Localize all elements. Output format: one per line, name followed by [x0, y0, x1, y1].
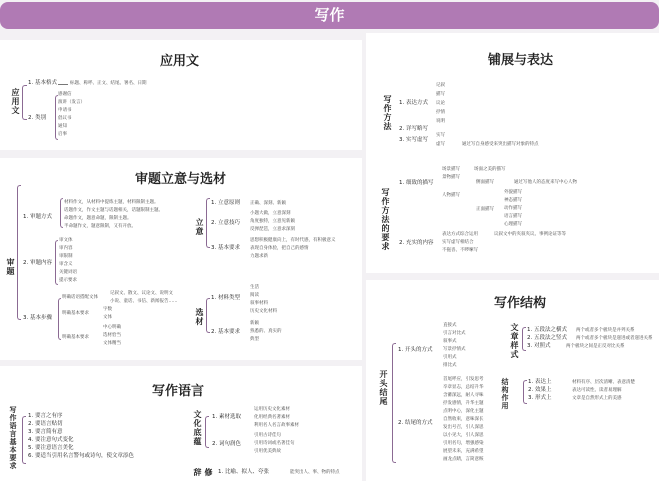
list-item: 2. 要语言贴切 — [28, 421, 63, 427]
leaf: 正确、深刻、新颖 — [250, 201, 286, 206]
leaf: 演讲（发言） — [58, 100, 85, 105]
branch: 2. 类别 — [28, 115, 46, 121]
root-label: 选材 — [195, 308, 204, 326]
branch: 1. 基本格式 — [28, 80, 57, 86]
leaf: 排比式 — [443, 363, 457, 368]
leaf: 写景抒情式 — [443, 347, 466, 352]
bracket — [60, 198, 63, 228]
leaf: 表现自身体验，把自己的感情 — [250, 246, 309, 251]
root-label: 文化底蕴 — [193, 410, 202, 446]
root-label: 应用文 — [11, 88, 20, 115]
branch: 1. 表达上 — [528, 379, 552, 385]
root-label: 写作方法 — [383, 95, 392, 131]
section-title: 应用文 — [160, 50, 199, 69]
bracket — [392, 343, 396, 463]
leaf: 明确基本要求 — [62, 311, 89, 316]
bracket — [55, 240, 58, 285]
leaf: 小说、童话、书信、新闻报告…… — [110, 299, 178, 304]
leaf: 通知 — [58, 124, 67, 129]
leaf: 倡议书 — [58, 116, 72, 121]
leaf: 正面描写 — [476, 207, 494, 212]
branch: 3. 基本步骤 — [23, 315, 52, 321]
leaf: 命题作文，题意命题，限制主题。 — [64, 216, 132, 221]
branch: 1. 五段法之横式 — [527, 327, 567, 333]
section-title: 写作结构 — [494, 292, 546, 311]
leaf: 话题作文，作文主题与话题相关，话题限制主题。 — [64, 208, 163, 213]
leaf: 审含义 — [59, 262, 73, 267]
leaf: 叙事材料 — [250, 301, 268, 306]
leaf: 记叙 — [436, 83, 445, 88]
leaf: 半命题作文，题意限制，又有开放。 — [64, 224, 136, 229]
leaf: 反弹琵琶，立意求深刻 — [250, 227, 295, 232]
leaf: 不拖沓、不啰嗦写 — [442, 248, 478, 253]
leaf: 两个或者多个板块是递进或者递进关系 — [576, 336, 653, 341]
leaf: 感谢信 — [58, 92, 72, 97]
leaf: 说明 — [436, 119, 445, 124]
leaf: 中心明确 — [103, 325, 121, 330]
list-item: 1. 要言之有序 — [28, 413, 63, 419]
branch: 1. 比喻、拟人、夸张 — [218, 469, 269, 475]
leaf: 启事 — [58, 132, 67, 137]
root-label: 写作方法的要求 — [381, 188, 390, 251]
leaf: 虚写 — [436, 142, 445, 147]
leaf: 材料有序、层次清晰、表意清楚 — [572, 380, 635, 385]
list-item: 3. 要言简有意 — [28, 429, 63, 435]
leaf: 提示要求 — [59, 278, 77, 283]
leaf: 发出号召，引人深思 — [443, 425, 484, 430]
connector — [58, 84, 68, 85]
branch: 2. 基本要求 — [211, 329, 240, 335]
branch: 2. 词句润色 — [212, 441, 241, 447]
leaf: 文体 — [103, 315, 112, 320]
leaf: 动作描写 — [504, 206, 522, 211]
root-label: 审题 — [6, 258, 15, 276]
leaf: 审限制 — [59, 254, 73, 259]
bracket — [17, 185, 21, 320]
page-title: 写作 — [314, 6, 345, 24]
leaf: 以小见大，引人深思 — [443, 433, 484, 438]
leaf: 阅读 — [250, 293, 259, 298]
bracket — [523, 380, 527, 404]
leaf: 描写 — [436, 92, 445, 97]
bracket — [58, 298, 61, 340]
branch: 1. 细致的描写 — [399, 180, 434, 186]
bracket — [22, 416, 26, 464]
root-label: 立意 — [195, 218, 204, 236]
leaf: 标题、称呼、正文、结尾、署名、日期 — [70, 81, 147, 86]
branch: 2. 充实的内容 — [399, 240, 434, 246]
leaf: 明确基本要求 — [62, 335, 89, 340]
leaf: 含蓄深远，耐人寻味 — [443, 393, 484, 398]
leaf: 引用式 — [443, 355, 457, 360]
section-title: 审题立意与选材 — [135, 168, 226, 187]
branch: 2. 结尾的方式 — [398, 420, 433, 426]
leaf: 审内容 — [59, 246, 73, 251]
leaf: 选材恰当 — [103, 333, 121, 338]
leaf: 引用古诗佳句 — [254, 433, 281, 438]
leaf: 抒情 — [436, 110, 445, 115]
leaf: 侧面描写 — [476, 180, 494, 185]
leaf: 明确话语搭配文体 — [62, 295, 98, 300]
leaf: 首尾呼应，引发思考 — [443, 377, 484, 382]
branch: 1. 材料类型 — [211, 295, 240, 301]
leaf: 申请书 — [58, 108, 72, 113]
root-label: 文章样式 — [510, 323, 519, 359]
leaf: 记叙文、散文、议论文、说明文 — [110, 291, 173, 296]
leaf: 引用名句，增强感染 — [443, 441, 484, 446]
bracket — [22, 85, 27, 120]
leaf: 外貌描写 — [504, 190, 522, 195]
leaf: 展望未来，充满希望 — [443, 449, 484, 454]
panel-puzhan — [366, 33, 659, 273]
page-banner — [0, 2, 659, 29]
root-label: 结构作用 — [501, 378, 509, 410]
leaf: 通过写他人的态度来写中心人物 — [514, 180, 577, 185]
leaf: 通过写自身感受来突出描写对象的特点 — [462, 142, 539, 147]
leaf: 场面之美的描写 — [474, 167, 506, 172]
branch: 3. 实写虚写 — [399, 137, 428, 143]
bracket — [522, 327, 526, 351]
leaf: 实写 — [436, 133, 445, 138]
leaf: 直接式 — [443, 323, 457, 328]
leaf: 议叙文中的夹叙夹议、事例论证等等 — [494, 232, 566, 237]
panel-yingyongwen — [0, 40, 362, 150]
leaf: 文章是自然形式上的美感 — [572, 396, 622, 401]
leaf: 场景描写 — [442, 167, 460, 172]
branch: 1. 素材选取 — [212, 414, 241, 420]
leaf: 材料作文，从材料中提炼主题，材料限制主题。 — [64, 200, 159, 205]
branch: 3. 基本要求 — [211, 245, 240, 251]
leaf: 力题求新 — [250, 254, 268, 259]
leaf: 语言描写 — [504, 214, 522, 219]
leaf: 自然收束，意味深长 — [443, 417, 484, 422]
list-item: 4. 要注意句式变化 — [28, 437, 74, 443]
leaf: 审文体 — [59, 238, 73, 243]
bracket — [206, 298, 210, 333]
panel-yuyan — [0, 366, 362, 481]
root-label: 写作语言基本要求 — [9, 406, 17, 470]
leaf: 文体精当 — [103, 341, 121, 346]
branch: 3. 形式上 — [528, 395, 552, 401]
bracket — [205, 416, 209, 448]
section-title: 写作语言 — [152, 380, 204, 399]
leaf: 字数 — [103, 307, 112, 312]
root-label: 修辞 — [193, 468, 213, 477]
leaf: 引用优美典故 — [254, 449, 281, 454]
leaf: 关键词语 — [59, 270, 77, 275]
list-item: 6. 要适当引用名言警句或诗句，使文章添色 — [28, 453, 134, 459]
list-item: 5. 要注意语言美化 — [28, 445, 74, 451]
branch: 2. 立意技巧 — [211, 220, 240, 226]
branch: 2. 效果上 — [528, 387, 552, 393]
branch: 1. 审题方式 — [23, 214, 52, 220]
branch: 1. 立意原则 — [211, 200, 240, 206]
leaf: 两个或者多个板块是并列关系 — [576, 328, 635, 333]
leaf: 利用名人名言故事素材 — [254, 423, 299, 428]
leaf: 人物描写 — [442, 193, 460, 198]
leaf: 引言对比式 — [443, 331, 466, 336]
leaf: 化用经典名著素材 — [254, 415, 290, 420]
leaf: 历史文化材料 — [250, 309, 277, 314]
branch: 2. 详写略写 — [399, 126, 428, 132]
leaf: 议论 — [436, 101, 445, 106]
leaf: 神态描写 — [504, 198, 522, 203]
leaf: 引用诗词或名著佳句 — [254, 441, 295, 446]
leaf: 生活 — [250, 285, 259, 290]
leaf: 表达可读性、读者易理解 — [572, 388, 622, 393]
branch: 2. 五段法之竖式 — [527, 335, 567, 341]
leaf: 熟悉的、真实的 — [250, 329, 282, 334]
leaf: 卒章显志，总结升华 — [443, 385, 484, 390]
panel-jiegou — [366, 280, 659, 481]
root-label: 开头结尾 — [379, 370, 388, 406]
leaf: 典型 — [250, 337, 259, 342]
leaf: 点明中心，深化主题 — [443, 409, 484, 414]
leaf: 两个板块之间是正反对比关系 — [566, 344, 625, 349]
leaf: 运用历史文化素材 — [254, 407, 290, 412]
leaf: 小题大做，立意深刻 — [250, 211, 291, 216]
leaf: 表达方式综合运用 — [442, 232, 478, 237]
leaf: 心理描写 — [504, 222, 522, 227]
leaf: 画龙点睛，言简意赅 — [443, 457, 484, 462]
leaf: 新颖 — [250, 321, 259, 326]
leaf: 叙事式 — [443, 339, 457, 344]
leaf: 实写虚写相结合 — [442, 240, 474, 245]
leaf: 景物描写 — [442, 175, 460, 180]
branch: 1. 开头的方式 — [398, 347, 433, 353]
leaf: 思想积极健康向上，有时代感，有积极意义 — [250, 238, 336, 243]
branch: 2. 审题内容 — [23, 260, 52, 266]
panel-shenti — [0, 158, 362, 360]
branch: 3. 对照式 — [527, 343, 551, 349]
leaf: 角度独特，立意见新颖 — [250, 219, 295, 224]
leaf: 抒发感情，升华主题 — [443, 401, 484, 406]
bracket — [206, 198, 210, 248]
branch: 1. 表达方式 — [399, 100, 428, 106]
section-title: 铺展与表达 — [488, 49, 553, 68]
leaf: 能突出人、事、物的特点 — [290, 470, 340, 475]
